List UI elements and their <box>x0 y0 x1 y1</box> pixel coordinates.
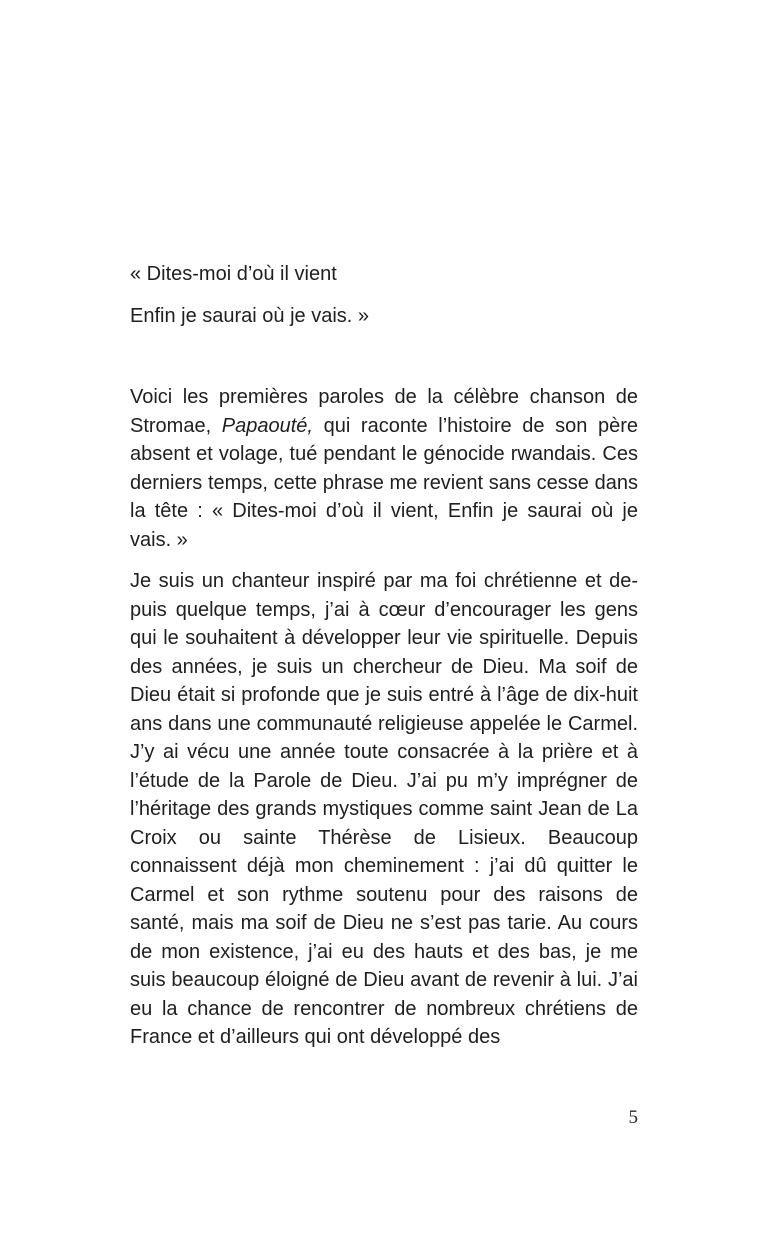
paragraph-1 <box>130 383 638 554</box>
paragraph-2: Je suis un chanteur inspiré par ma foi chrétienne et depuis quelque temps, j’ai à cœur d’encourager les gens qui le souhaitent à développer leur vie spirituelle. Depuis des années, je suis un chercheur de Dieu. Ma soif de Dieu était si profonde que je suis entré à l’âge de dix-huit ans dans une communauté religieuse appelée le Carmel. J’y ai vécu une année toute consacrée à la prière et à l’étude de la Parole de Dieu. J’ai pu m’y imprégner de l’héritage des grands mystiques comme saint Jean de La Croix ou sainte Thérèse de Lisieux. Beaucoup connaissent déjà mon cheminement : j’ai dû quitter le Carmel et son rythme soutenu pour des raisons de santé, mais ma soif de Dieu ne s’est pas tarie. Au cours de mon existence, j’ai eu des hauts et des bas, je me suis beaucoup éloigné de Dieu avant de revenir à lui. J’ai eu la chance de rencontrer de nombreux chrétiens de France et d’ailleurs qui ont développé des <box>130 570 638 1048</box>
paragraph-1-end: qui raconte l’histoire de son père absent et volage, tué pendant le génocide rwandais. Ces derniers temps, cette phrase me revient sans cesse dans la tête : « Dites-moi d’où il vient, Enfin je saurai où je vais. » <box>130 414 639 551</box>
song-title: Papaouté, <box>221 414 313 437</box>
page-number: 5 <box>628 1107 638 1128</box>
body-text <box>130 383 638 1052</box>
paragraph-1-start: Voici les premières paroles de la célèbre chanson de Stromae, <box>130 386 638 437</box>
epigraph-line-1: « Dites-moi d’où il vient <box>130 263 337 285</box>
epigraph-line-2: Enfin je saurai où je vais. » <box>130 305 370 327</box>
epigraph-quote <box>130 260 650 330</box>
